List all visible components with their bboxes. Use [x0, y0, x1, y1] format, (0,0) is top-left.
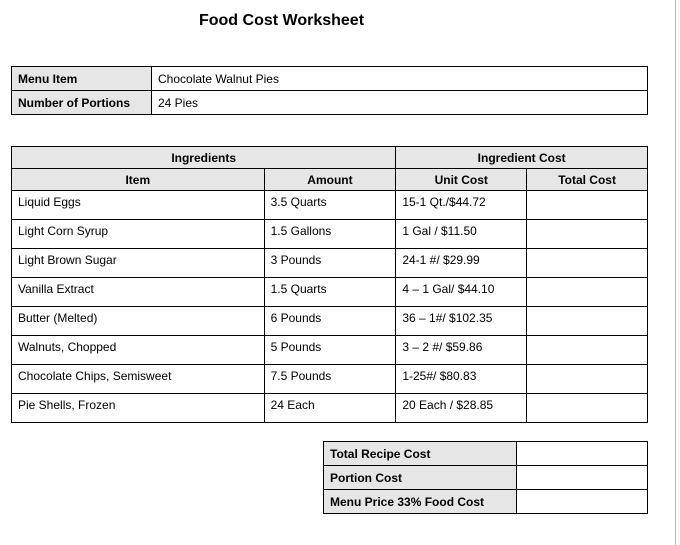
menu-price-label: Menu Price 33% Food Cost: [324, 490, 517, 514]
table-row: [12, 336, 648, 365]
summary-row: [324, 466, 648, 490]
ingredient-item-cell[interactable]: Vanilla Extract: [12, 278, 265, 307]
ingredient-item-cell[interactable]: Chocolate Chips, Semisweet: [12, 365, 265, 394]
table-row: [12, 365, 648, 394]
ingredient-unit-cost-cell[interactable]: 1-25#/ $80.83: [396, 365, 527, 394]
menu-info-table: [11, 66, 648, 115]
menu-price-value[interactable]: [517, 490, 648, 514]
ingredient-item-cell[interactable]: Pie Shells, Frozen: [12, 394, 265, 423]
table-row: [12, 220, 648, 249]
summary-row: [324, 490, 648, 514]
unit-cost-column-header: Unit Cost: [396, 169, 527, 191]
ingredient-item-cell[interactable]: Light Brown Sugar: [12, 249, 265, 278]
ingredient-item-cell[interactable]: Light Corn Syrup: [12, 220, 265, 249]
portion-cost-label: Portion Cost: [324, 466, 517, 490]
ingredients-table: [11, 146, 648, 423]
ingredient-unit-cost-cell[interactable]: 36 – 1#/ $102.35: [396, 307, 527, 336]
portions-row: [12, 91, 648, 115]
ingredient-total-cost-cell[interactable]: [527, 336, 648, 365]
ingredient-total-cost-cell[interactable]: [527, 220, 648, 249]
amount-column-header: Amount: [264, 169, 396, 191]
ingredient-amount-cell[interactable]: 1.5 Gallons: [264, 220, 396, 249]
ingredient-amount-cell[interactable]: 3 Pounds: [264, 249, 396, 278]
ingredient-amount-cell[interactable]: 6 Pounds: [264, 307, 396, 336]
group-header-row: [12, 147, 648, 169]
portions-value[interactable]: 24 Pies: [152, 91, 648, 115]
ingredient-item-cell[interactable]: Butter (Melted): [12, 307, 265, 336]
ingredient-amount-cell[interactable]: 1.5 Quarts: [264, 278, 396, 307]
table-row: [12, 278, 648, 307]
ingredient-amount-cell[interactable]: 5 Pounds: [264, 336, 396, 365]
ingredient-cost-group-header: Ingredient Cost: [396, 147, 648, 169]
ingredient-total-cost-cell[interactable]: [527, 191, 648, 220]
table-row: [12, 249, 648, 278]
table-row: [12, 394, 648, 423]
ingredient-total-cost-cell[interactable]: [527, 249, 648, 278]
menu-item-label: Menu Item: [12, 67, 152, 91]
ingredient-unit-cost-cell[interactable]: 1 Gal / $11.50: [396, 220, 527, 249]
portion-cost-value[interactable]: [517, 466, 648, 490]
ingredient-amount-cell[interactable]: 24 Each: [264, 394, 396, 423]
portions-label: Number of Portions: [12, 91, 152, 115]
ingredients-group-header: Ingredients: [12, 147, 396, 169]
ingredient-amount-cell[interactable]: 3.5 Quarts: [264, 191, 396, 220]
summary-row: [324, 442, 648, 466]
total-recipe-cost-label: Total Recipe Cost: [324, 442, 517, 466]
ingredient-unit-cost-cell[interactable]: 24-1 #/ $29.99: [396, 249, 527, 278]
menu-item-value[interactable]: Chocolate Walnut Pies: [152, 67, 648, 91]
ingredient-item-cell[interactable]: Walnuts, Chopped: [12, 336, 265, 365]
ingredient-item-cell[interactable]: Liquid Eggs: [12, 191, 265, 220]
ingredient-total-cost-cell[interactable]: [527, 365, 648, 394]
item-column-header: Item: [12, 169, 265, 191]
cost-summary-table: [323, 441, 648, 514]
table-row: [12, 307, 648, 336]
ingredient-unit-cost-cell[interactable]: 4 – 1 Gal/ $44.10: [396, 278, 527, 307]
ingredient-unit-cost-cell[interactable]: 15-1 Qt./$44.72: [396, 191, 527, 220]
menu-item-row: [12, 67, 648, 91]
ingredient-total-cost-cell[interactable]: [527, 394, 648, 423]
ingredient-unit-cost-cell[interactable]: 3 – 2 #/ $59.86: [396, 336, 527, 365]
total-cost-column-header: Total Cost: [527, 169, 648, 191]
total-recipe-cost-value[interactable]: [517, 442, 648, 466]
ingredient-total-cost-cell[interactable]: [527, 278, 648, 307]
page-title: Food Cost Worksheet: [198, 12, 365, 29]
column-header-row: [12, 169, 648, 191]
table-row: [12, 191, 648, 220]
ingredient-unit-cost-cell[interactable]: 20 Each / $28.85: [396, 394, 527, 423]
ingredient-amount-cell[interactable]: 7.5 Pounds: [264, 365, 396, 394]
ingredient-total-cost-cell[interactable]: [527, 307, 648, 336]
